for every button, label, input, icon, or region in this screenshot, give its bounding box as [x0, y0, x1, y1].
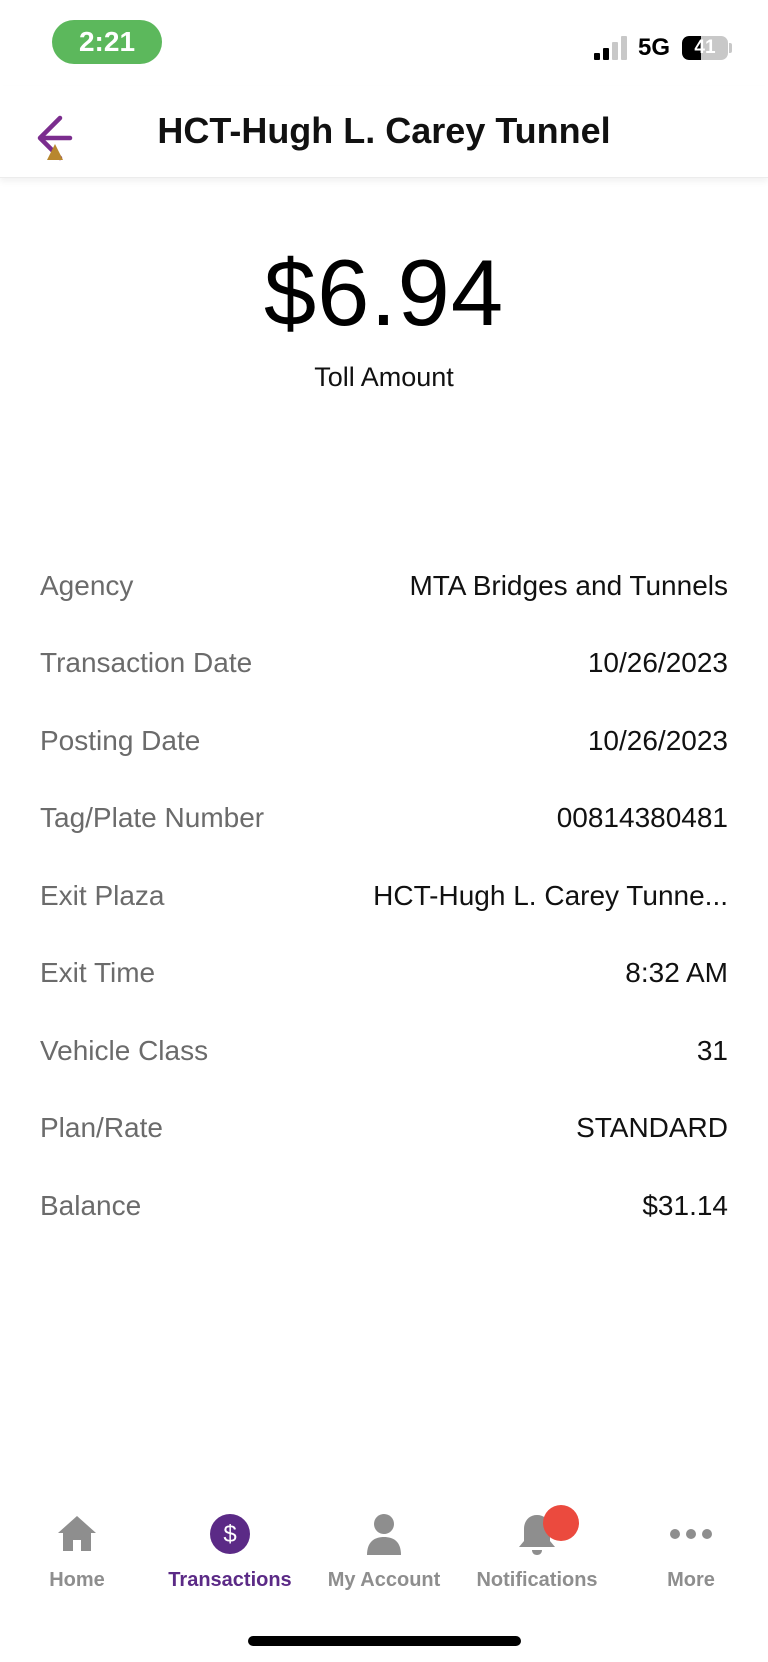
detail-row-transaction-date: [40, 625, 728, 703]
tab-bar: [0, 1495, 768, 1605]
detail-label: Vehicle Class: [40, 1034, 209, 1066]
battery-icon: [682, 36, 728, 60]
detail-value: 31: [696, 1034, 728, 1066]
detail-value: 00814380481: [556, 802, 728, 834]
tab-label: More: [667, 1569, 715, 1591]
home-indicator[interactable]: [248, 1636, 521, 1646]
detail-row-balance: [40, 1167, 728, 1245]
home-icon: [54, 1511, 100, 1557]
person-icon: [361, 1511, 407, 1557]
battery-level: 41: [694, 37, 716, 58]
detail-label: Exit Plaza: [40, 879, 165, 911]
detail-label: Plan/Rate: [40, 1112, 163, 1144]
detail-row-plan-rate: [40, 1090, 728, 1168]
detail-label: Tag/Plate Number: [40, 802, 265, 834]
network-type: 5G: [638, 34, 671, 61]
detail-value: 8:32 AM: [625, 957, 728, 989]
dollar-circle-icon: [207, 1511, 253, 1557]
detail-value: 10/26/2023: [587, 647, 728, 679]
more-dots-icon: [668, 1511, 714, 1557]
detail-row-exit-plaza: [40, 857, 728, 935]
detail-value: 10/26/2023: [587, 724, 728, 756]
detail-value: $31.14: [642, 1189, 728, 1221]
detail-label: Balance: [40, 1189, 142, 1221]
detail-row-posting-date: [40, 702, 728, 780]
notification-badge: [543, 1505, 579, 1541]
detail-label: Posting Date: [40, 724, 201, 756]
detail-row-tag-plate: [40, 780, 728, 858]
header: [0, 86, 768, 178]
tab-label: My Account: [327, 1569, 441, 1591]
transaction-details: [40, 547, 728, 1245]
status-bar: [0, 0, 768, 86]
tab-more[interactable]: [614, 1495, 768, 1605]
tab-my-account[interactable]: [307, 1495, 461, 1605]
detail-row-agency: [40, 547, 728, 625]
svg-text:$: $: [223, 1521, 237, 1548]
page-title: HCT-Hugh L. Carey Tunnel: [157, 110, 611, 151]
tab-notifications[interactable]: [460, 1495, 614, 1605]
cellular-signal-icon: [594, 36, 630, 60]
detail-value: MTA Bridges and Tunnels: [409, 569, 728, 601]
tab-label: Notifications: [476, 1569, 598, 1591]
battery-tip: [729, 43, 732, 53]
tab-label: Home: [49, 1569, 105, 1591]
detail-row-exit-time: [40, 935, 728, 1013]
toll-amount-block: [0, 238, 768, 393]
detail-label: Transaction Date: [40, 647, 253, 679]
detail-row-vehicle-class: [40, 1012, 728, 1090]
tab-label: Transactions: [168, 1569, 292, 1591]
tab-transactions[interactable]: [153, 1495, 307, 1605]
status-time[interactable]: 2:21: [52, 20, 162, 64]
toll-amount-label: Toll Amount: [314, 362, 454, 392]
detail-label: Exit Time: [40, 957, 156, 989]
detail-label: Agency: [40, 569, 134, 601]
toll-amount-value: $6.94: [263, 240, 505, 345]
detail-value: HCT-Hugh L. Carey Tunne...: [373, 879, 728, 911]
tab-home[interactable]: [0, 1495, 154, 1605]
back-button[interactable]: [30, 108, 80, 164]
detail-value: STANDARD: [576, 1112, 728, 1144]
back-arrow-icon: [30, 108, 80, 164]
